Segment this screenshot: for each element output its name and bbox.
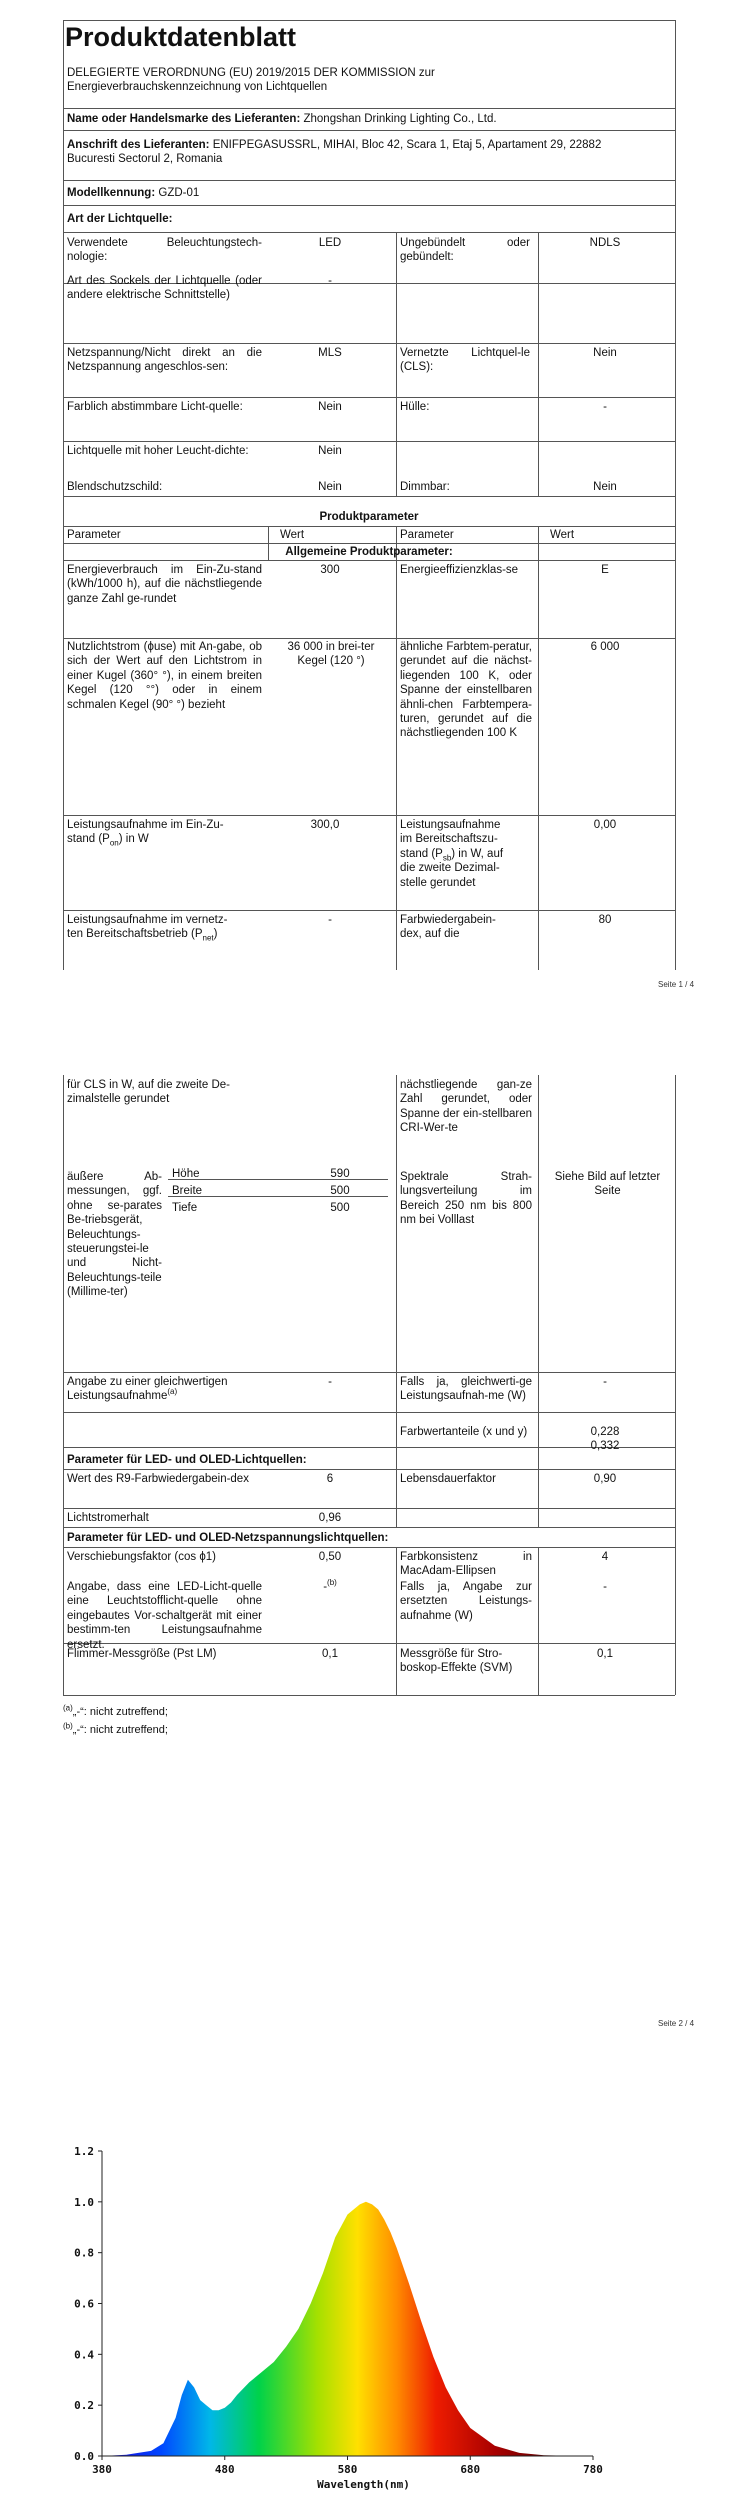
cct-value: 6 000 bbox=[590, 641, 620, 653]
mains-parameters-heading: Parameter für LED- und OLED-Netzspannungslichtquellen: bbox=[67, 1532, 389, 1544]
envelope-label: Hülle: bbox=[400, 401, 430, 413]
datasheet-page-1 bbox=[0, 0, 732, 990]
spectrum-area bbox=[102, 2202, 593, 2456]
equivalent-power-label: Angabe zu einer gleichwertigen Leistungsaufnahme$^{(a)}$ bbox=[67, 1376, 228, 1403]
y-tick-label: 0.0 bbox=[74, 2450, 94, 2463]
fluorescent-replacement-value: -$^{(b)}$ bbox=[323, 1578, 337, 1593]
y-tick-label: 1.2 bbox=[74, 2145, 94, 2158]
standby-power-label: Leistungsaufnahme im Bereitschaftszu- stand $(P_{sb})$ in W, auf die zweite Dezimal- stelle gerundet bbox=[400, 819, 504, 889]
displacement-factor-label: Verschiebungsfaktor (cos ϕ1) bbox=[67, 1551, 216, 1563]
dim-width-value: 500 bbox=[330, 1185, 350, 1197]
networked-standby-value: - bbox=[328, 914, 332, 926]
spectral-distribution-value: Siehe Bild auf letzter Seite bbox=[554, 1171, 661, 1198]
colour-consistency-value: 4 bbox=[601, 1551, 609, 1563]
anti-glare-value: Nein bbox=[318, 481, 342, 493]
regulation-text: DELEGIERTE VERORDNUNG (EU) 2019/2015 DER KOMMISSION zur Energieverbrauchskennzeichnung von Lichtquellen bbox=[67, 67, 435, 94]
replaced-power-value: - bbox=[603, 1581, 607, 1593]
col-header-parameter-2: Parameter bbox=[400, 529, 454, 541]
model-row: Modellkennung: GZD-01 bbox=[67, 187, 200, 199]
stroboscopic-value: 0,1 bbox=[597, 1648, 613, 1660]
energy-class-label: Energieeffizienzklas-se bbox=[400, 564, 519, 576]
chromaticity-label: Farbwertanteile (x und y) bbox=[400, 1426, 528, 1438]
col-header-value: Wert bbox=[280, 529, 305, 541]
networked-standby-label: Leistungsaufnahme im vernetz- ten Bereitschaftsbetrieb $(P_{net})$ bbox=[67, 914, 228, 943]
r9-value: 6 bbox=[326, 1473, 334, 1485]
col-header-parameter: Parameter bbox=[67, 529, 121, 541]
survival-factor-value: 0,90 bbox=[593, 1473, 617, 1485]
cap-type-label: Art des Sockels der Lichtquelle (oder andere elektrische Schnittstelle) bbox=[67, 275, 262, 302]
networked-standby-label-cont: für CLS in W, auf die zweite De-zimalstelle gerundet bbox=[67, 1079, 230, 1106]
luminous-flux-label: Nutzlichtstrom (ϕuse) mit An-gabe, ob sich der Wert auf den Lichtstrom in einer Kugel (360° °), in einem breiten Kegel (120 °°) oder in einem schmalen Kegel (90° °) bezieht bbox=[67, 641, 262, 711]
anti-glare-label: Blendschutzschild: bbox=[67, 481, 163, 493]
equivalent-power-claim-value: - bbox=[603, 1376, 607, 1388]
high-luminance-value: Nein bbox=[318, 445, 342, 457]
cls-label: Vernetzte Lichtquel-le (CLS): bbox=[400, 347, 530, 374]
directional-label: Ungebündelt oder gebündelt: bbox=[400, 237, 530, 264]
footnote-a: $^{(a)}$„-“: nicht zutreffend; bbox=[63, 1703, 168, 1718]
x-tick-label: 480 bbox=[214, 2463, 235, 2476]
flicker-metric-label: Flimmer-Messgröße (Pst LM) bbox=[67, 1648, 217, 1660]
on-mode-power-value: 300,0 bbox=[310, 819, 340, 831]
x-tick-label: 580 bbox=[337, 2463, 358, 2476]
chromaticity-x-value: 0,228 bbox=[590, 1426, 620, 1438]
dimensions-label: äußere Ab-messungen, ggf. ohne se-parates Be-triebsgerät, Beleuchtungs-steuerungstei-le und Nicht-Beleuchtungs-teile (Millime-ter) bbox=[67, 1171, 162, 1299]
y-tick-label: 0.6 bbox=[74, 2297, 94, 2311]
product-parameters-heading: Produktparameter bbox=[319, 511, 419, 523]
spectrum-area-series bbox=[102, 2202, 593, 2456]
r9-label: Wert des R9-Farbwiedergabein-dex bbox=[67, 1473, 249, 1485]
col-header-value-2: Wert bbox=[550, 529, 575, 541]
chromaticity-y-value: 0,332 bbox=[590, 1440, 620, 1452]
dim-height-label: Höhe bbox=[172, 1168, 200, 1180]
cri-label-part-2: nächstliegende gan-ze Zahl gerundet, oder Spanne der ein-stellbaren CRI-Wer-te bbox=[400, 1079, 532, 1135]
y-tick-label: 1.0 bbox=[74, 2195, 94, 2209]
cct-label: ähnliche Farbtem-peratur, gerundet auf die nächst-liegenden 100 K, oder Spanne der einstellbaren ähnli-chen Farbtempera-turen, gerundet auf die nächstliegenden 100 K bbox=[400, 641, 532, 740]
dimmable-label: Dimmbar: bbox=[400, 481, 450, 493]
standby-power-value: 0,00 bbox=[593, 819, 617, 831]
on-mode-power-label: Leistungsaufnahme im Ein-Zu- stand $(P_{on})$ in W bbox=[67, 819, 224, 848]
spectrum-chart-area bbox=[0, 2130, 732, 2510]
page-number-1: Seite 1 / 4 bbox=[658, 980, 695, 989]
fluorescent-replacement-label: Angabe, dass eine LED-Licht-quelle eine Leuchtstofflicht-quelle ohne eingebautes Vor-schaltgerät mit einer bestimm-ten Leistungsaufnahme ersetzt. bbox=[67, 1581, 262, 1651]
dim-depth-value: 500 bbox=[330, 1202, 350, 1214]
envelope-value: - bbox=[603, 401, 607, 413]
luminous-flux-value: 36 000 in brei-ter Kegel (120 °) bbox=[287, 641, 375, 668]
colour-consistency-label: Farbkonsistenz in MacAdam-Ellipsen bbox=[400, 1551, 532, 1578]
light-type-heading: Art der Lichtquelle: bbox=[67, 213, 173, 225]
page-number-2: Seite 2 / 4 bbox=[658, 2019, 695, 2028]
equivalent-power-value: - bbox=[328, 1376, 332, 1388]
displacement-factor-value: 0,50 bbox=[318, 1551, 342, 1563]
lighting-technology-label: Verwendete Beleuchtungstech-nologie: bbox=[67, 237, 262, 264]
high-luminance-label: Lichtquelle mit hoher Leucht-dichte: bbox=[67, 445, 249, 457]
supplier-name-row: Name oder Handelsmarke des Lieferanten: Zhongshan Drinking Lighting Co., Ltd. bbox=[67, 113, 497, 125]
y-tick-label: 0.8 bbox=[74, 2246, 94, 2260]
general-parameters-heading: Allgemeine Produktparameter: bbox=[285, 546, 453, 558]
x-tick-label: 380 bbox=[92, 2463, 112, 2476]
cri-value: 80 bbox=[598, 914, 612, 926]
dim-depth-label: Tiefe bbox=[172, 1202, 198, 1214]
dim-width-label: Breite bbox=[172, 1185, 203, 1197]
energy-class-value: E bbox=[601, 564, 609, 576]
energy-consumption-value: 300 bbox=[320, 564, 340, 576]
replaced-power-label: Falls ja, Angabe zur ersetzten Leistungs-aufnahme (W) bbox=[400, 1581, 532, 1622]
lumen-maintenance-value: 0,96 bbox=[318, 1512, 342, 1524]
lighting-technology-value: LED bbox=[318, 237, 342, 249]
spectral-distribution-chart bbox=[50, 2130, 650, 2510]
footnote-b: $^{(b)}$„-“: nicht zutreffend; bbox=[63, 1721, 168, 1736]
lumen-maintenance-label: Lichtstromerhalt bbox=[67, 1512, 149, 1524]
dim-height-value: 590 bbox=[330, 1168, 350, 1180]
dimmable-value: Nein bbox=[593, 481, 617, 493]
supplier-address-row: Anschrift des Lieferanten: ENIFPEGASUSSRL, MIHAI, Bloc 42, Scara 1, Etaj 5, Apartament 29, 22882 Bucuresti Sectorul 2, Romania bbox=[67, 139, 602, 166]
mains-value: MLS bbox=[318, 347, 342, 359]
x-tick-label: 780 bbox=[583, 2463, 603, 2476]
directional-value: NDLS bbox=[589, 237, 621, 249]
survival-factor-label: Lebensdauerfaktor bbox=[400, 1473, 496, 1485]
y-tick-label: 0.4 bbox=[74, 2348, 94, 2362]
cri-label-part-1: Farbwiedergabein- dex, auf die bbox=[400, 914, 496, 941]
page-title: Produktdatenblatt bbox=[65, 22, 297, 52]
energy-consumption-label: Energieverbrauch im Ein-Zu-stand (kWh/1000 h), auf die nächstliegende ganze Zahl ge-rundet bbox=[67, 564, 262, 605]
x-tick-label: 680 bbox=[460, 2463, 481, 2476]
led-parameters-heading: Parameter für LED- und OLED-Lichtquellen: bbox=[67, 1454, 307, 1466]
equivalent-power-claim-label: Falls ja, gleichwerti-ge Leistungsaufnah-me (W) bbox=[400, 1376, 532, 1403]
mains-label: Netzspannung/Nicht direkt an die Netzspannung angeschlos-sen: bbox=[67, 347, 262, 374]
flicker-metric-value: 0,1 bbox=[322, 1648, 338, 1660]
y-tick-label: 0.2 bbox=[74, 2399, 94, 2413]
cls-value: Nein bbox=[593, 347, 617, 359]
spectral-distribution-label: Spektrale Strah-lungsverteilung im Bereich 250 nm bis 800 nm bei Volllast bbox=[400, 1171, 532, 1227]
datasheet-page-2 bbox=[0, 1075, 732, 2028]
stroboscopic-label: Messgröße für Stro-boskop-Effekte (SVM) bbox=[400, 1648, 513, 1675]
colour-tunable-label: Farblich abstimmbare Licht-quelle: bbox=[67, 401, 243, 413]
x-axis-label: Wavelength(nm) bbox=[317, 2478, 410, 2491]
colour-tunable-value: Nein bbox=[318, 401, 342, 413]
cap-type-value: - bbox=[328, 275, 332, 287]
